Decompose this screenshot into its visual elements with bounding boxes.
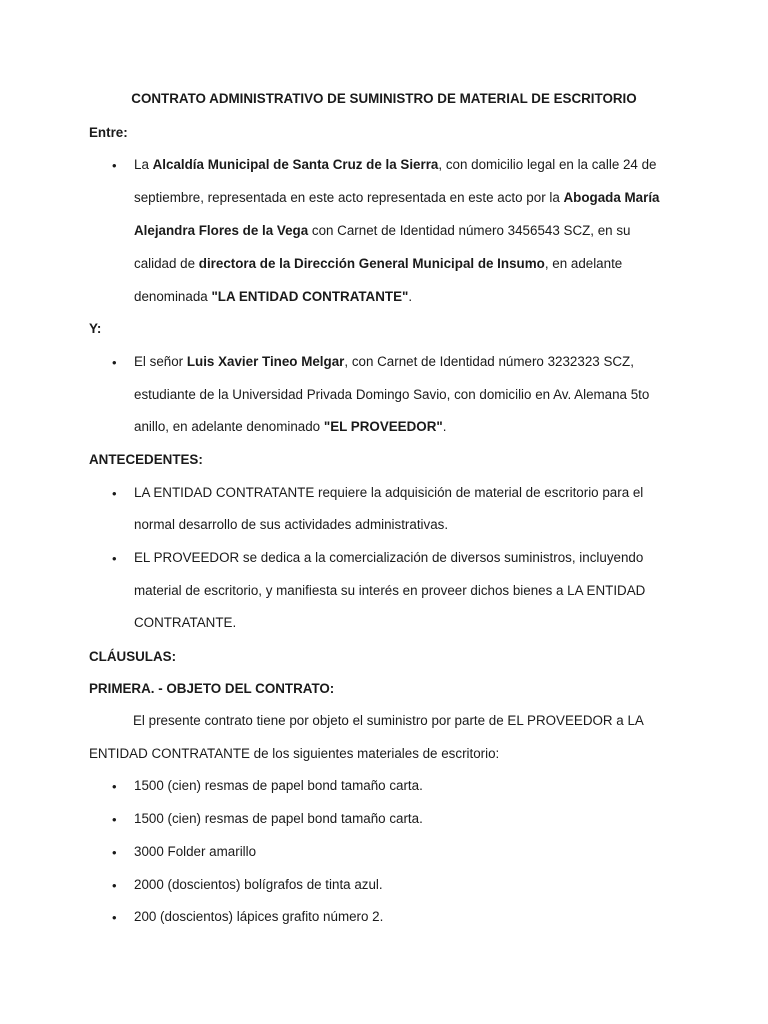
material-item: 3000 Folder amarillo (134, 844, 257, 859)
material-item: 1500 (cien) resmas de papel bond tamaño carta. (134, 778, 423, 793)
party1-line-2: septiembre, representada en este acto representada en este acto por la Abogada María (134, 190, 660, 205)
party1-line-1: La Alcaldía Municipal de Santa Cruz de la Sierra, con domicilio legal en la calle 24 de (134, 157, 657, 172)
y-heading: Y: (89, 321, 102, 336)
entre-heading: Entre: (89, 125, 128, 140)
antecedente-2-line-1: EL PROVEEDOR se dedica a la comercialización de diversos suministros, incluyendo (134, 550, 644, 565)
primera-clause-heading: PRIMERA. - OBJETO DEL CONTRATO: (89, 681, 335, 696)
antecedente-1-line-2: normal desarrollo de sus actividades administrativas. (134, 517, 449, 532)
bullet-marker: • (112, 355, 117, 370)
antecedente-2-line-3: CONTRATANTE. (134, 615, 237, 630)
material-item: 1500 (cien) resmas de papel bond tamaño carta. (134, 811, 423, 826)
bullet-marker: • (112, 158, 117, 173)
party2-line-1: El señor Luis Xavier Tineo Melgar, con Carnet de Identidad número 3232323 SCZ, (134, 354, 634, 369)
bullet-marker: • (112, 910, 117, 925)
party1-position: directora de la Dirección General Municipal de Insumo (198, 256, 545, 271)
party2-denomination: "EL PROVEEDOR" (323, 419, 443, 434)
party1-line-5: denominada "LA ENTIDAD CONTRATANTE". (134, 289, 413, 304)
material-item: 2000 (doscientos) bolígrafos de tinta azul. (134, 877, 383, 892)
antecedente-1-line-1: LA ENTIDAD CONTRATANTE requiere la adquisición de material de escritorio para el (134, 485, 644, 500)
party2-line-2: estudiante de la Universidad Privada Domingo Savio, con domicilio en Av. Alemana 5to (134, 387, 650, 402)
antecedentes-heading: ANTECEDENTES: (89, 452, 203, 467)
party1-entity-name: Alcaldía Municipal de Santa Cruz de la Sierra (152, 157, 439, 172)
bullet-marker: • (112, 878, 117, 893)
primera-paragraph-line-2: ENTIDAD CONTRATANTE de los siguientes materiales de escritorio: (89, 746, 500, 761)
party2-name: Luis Xavier Tineo Melgar (186, 354, 345, 369)
primera-paragraph-line-1: El presente contrato tiene por objeto el suministro por parte de EL PROVEEDOR a LA (133, 713, 644, 728)
party1-line-4: calidad de directora de la Dirección General Municipal de Insumo, en adelante (134, 256, 623, 271)
party1-denomination: "LA ENTIDAD CONTRATANTE" (211, 289, 409, 304)
bullet-marker: • (112, 812, 117, 827)
party1-representative-name-cont: Alejandra Flores de la Vega (134, 223, 309, 238)
antecedente-2-line-2: material de escritorio, y manifiesta su interés en proveer dichos bienes a LA ENTIDAD (134, 583, 646, 598)
bullet-marker: • (112, 845, 117, 860)
party2-line-3: anillo, en adelante denominado "EL PROVEEDOR". (134, 419, 447, 434)
bullet-marker: • (112, 551, 117, 566)
party1-representative-name: Abogada María (563, 190, 660, 205)
clausulas-heading: CLÁUSULAS: (89, 649, 177, 664)
bullet-marker: • (112, 779, 117, 794)
party1-line-3: Alejandra Flores de la Vega con Carnet de Identidad número 3456543 SCZ, en su (134, 223, 631, 238)
contract-title: CONTRATO ADMINISTRATIVO DE SUMINISTRO DE MATERIAL DE ESCRITORIO (131, 91, 637, 106)
bullet-marker: • (112, 486, 117, 501)
material-item: 200 (doscientos) lápices grafito número 2. (134, 909, 384, 924)
